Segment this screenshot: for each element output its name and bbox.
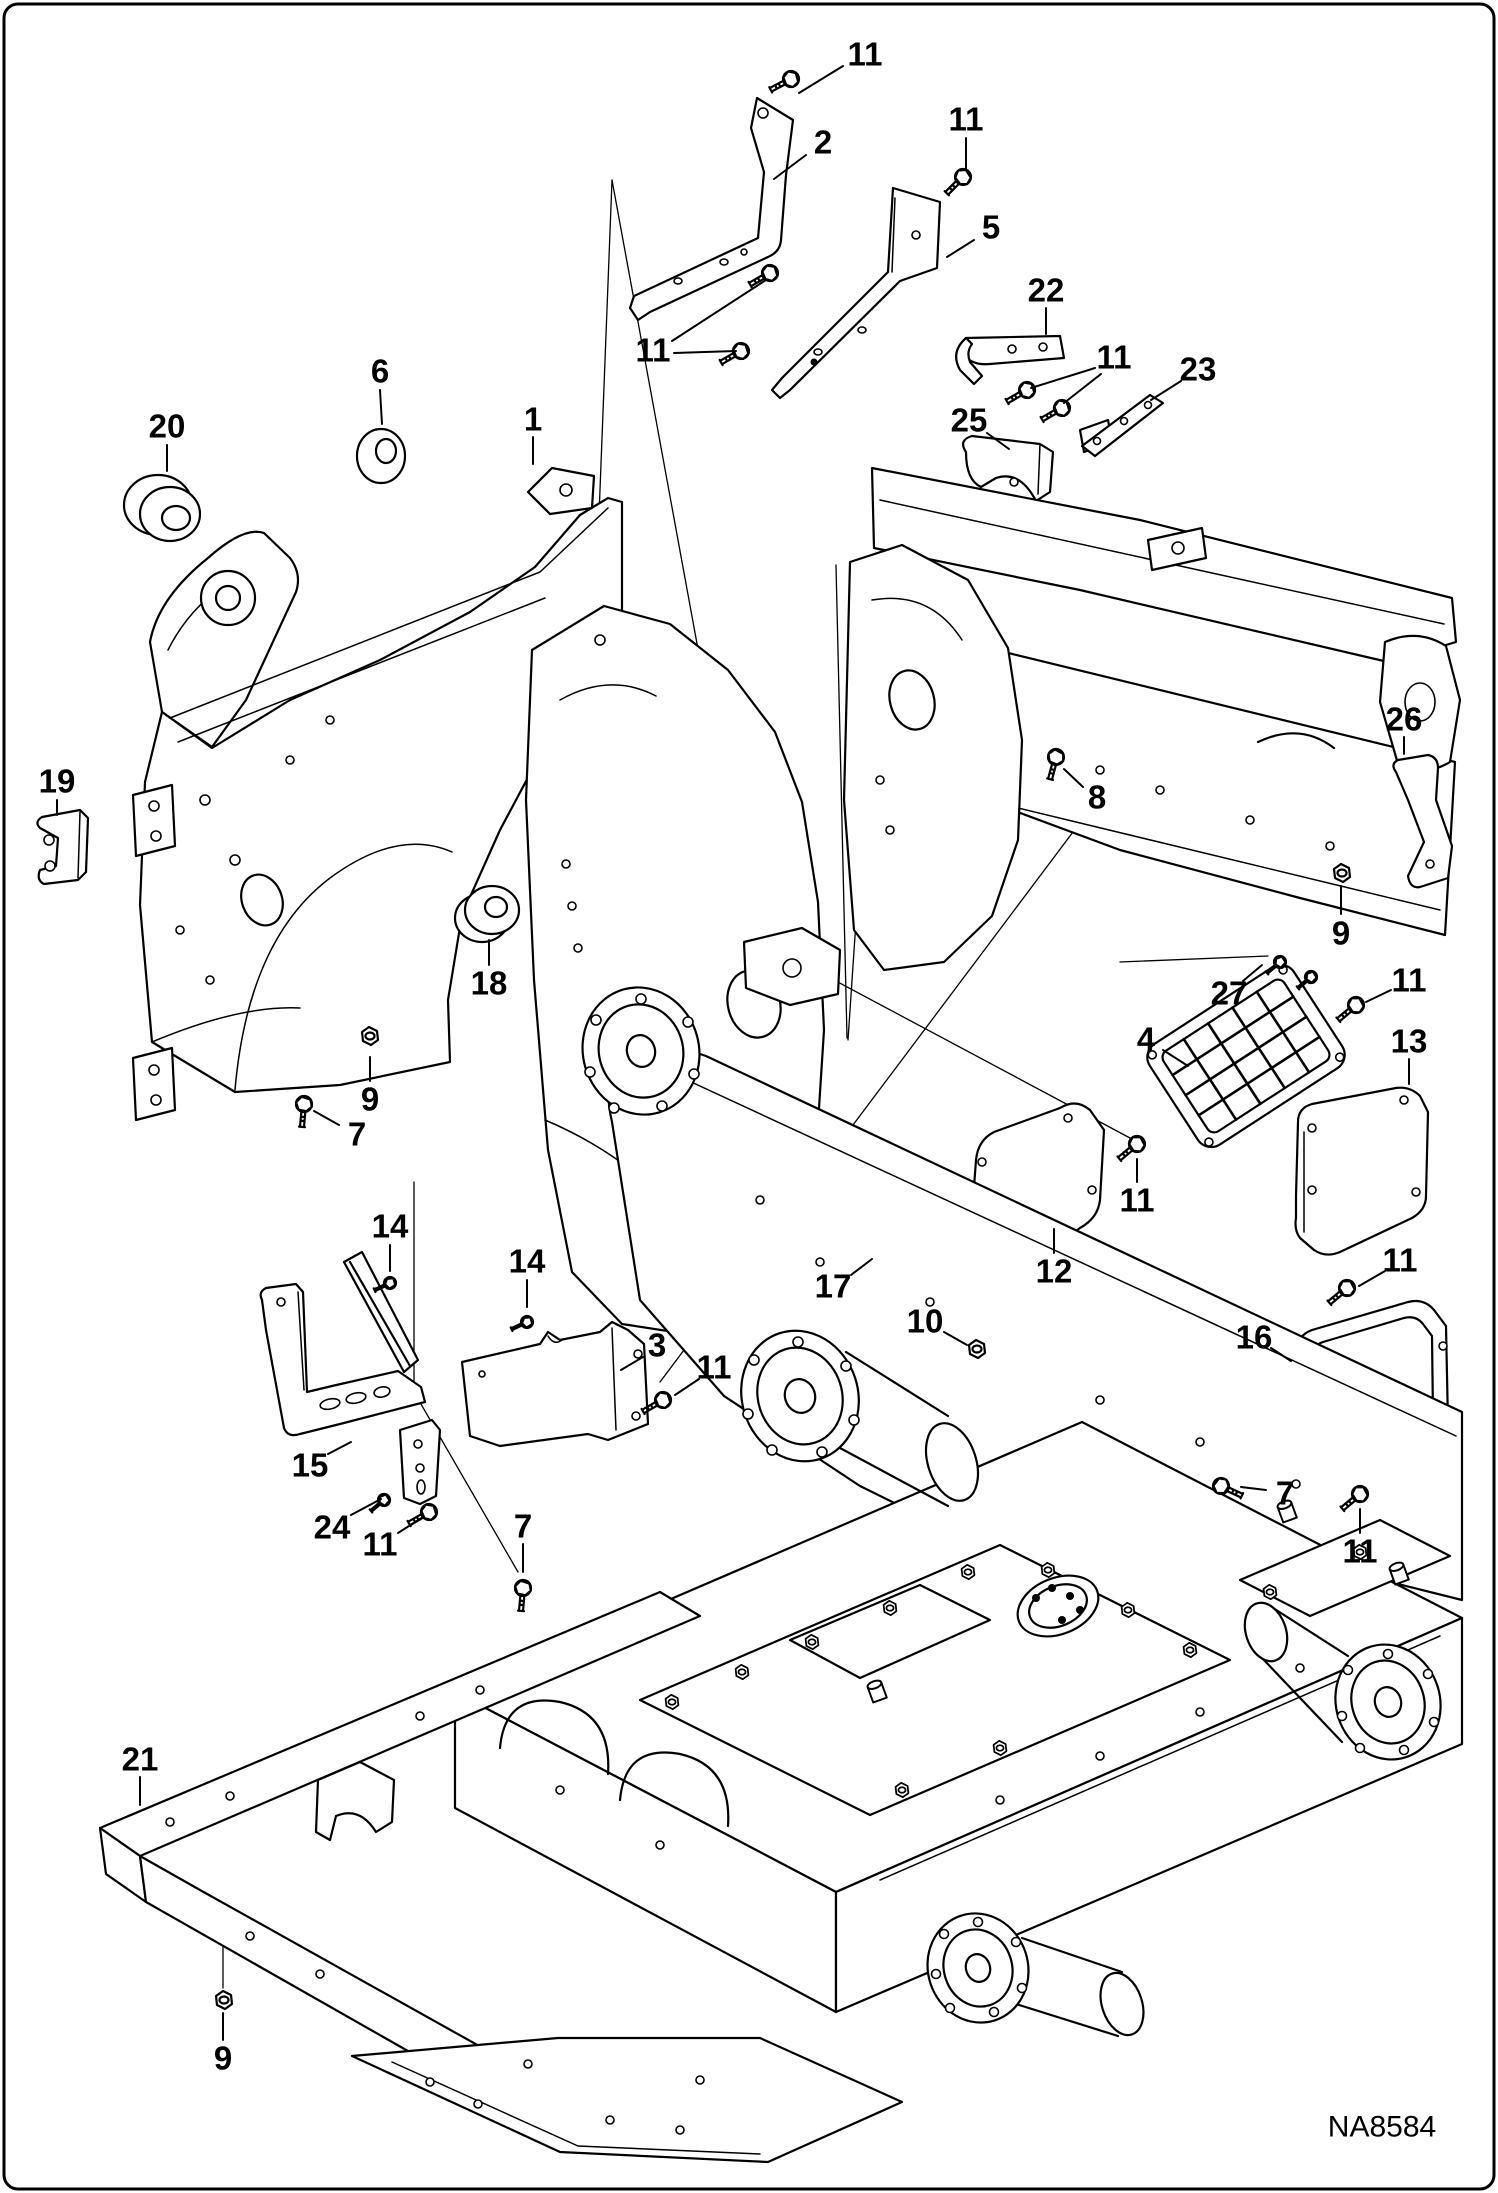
callout-11 bbox=[1366, 962, 1426, 1003]
part-2-bracket bbox=[630, 98, 793, 320]
callout-number: 22 bbox=[1027, 271, 1065, 309]
callout-number: 18 bbox=[470, 964, 508, 1002]
part-20-bushing bbox=[124, 475, 200, 541]
rear-upright-panel bbox=[844, 545, 1022, 970]
leader-line bbox=[799, 66, 843, 93]
callout-13 bbox=[1391, 1023, 1428, 1085]
callout-number: 3 bbox=[647, 1326, 667, 1364]
part-3-plate bbox=[462, 1322, 648, 1446]
callout-number: 11 bbox=[1119, 1181, 1155, 1219]
callout-14 bbox=[372, 1208, 409, 1272]
callout-11 bbox=[799, 36, 882, 94]
leader-line bbox=[1366, 990, 1391, 1002]
leader-line bbox=[328, 1442, 351, 1454]
callout-22 bbox=[1028, 272, 1065, 335]
part-13-cover bbox=[1296, 1088, 1429, 1255]
leader-line bbox=[314, 1111, 339, 1125]
callout-number: 7 bbox=[513, 1507, 533, 1545]
callout-number: 1 bbox=[523, 400, 543, 438]
callout-number: 23 bbox=[1179, 350, 1217, 388]
callout-number: 5 bbox=[981, 208, 1001, 246]
part-23-bracket bbox=[1080, 395, 1163, 456]
leader-line bbox=[380, 390, 382, 424]
callout-15 bbox=[292, 1442, 351, 1484]
callout-number: 25 bbox=[950, 401, 988, 439]
callout-number: 6 bbox=[370, 352, 390, 390]
callout-number: 12 bbox=[1035, 1252, 1073, 1290]
callout-6 bbox=[371, 353, 389, 425]
part-19-bracket bbox=[37, 810, 88, 884]
callout-5 bbox=[947, 209, 1000, 258]
callout-number: 10 bbox=[906, 1302, 944, 1340]
callout-number: 19 bbox=[38, 762, 76, 800]
undercarriage bbox=[100, 973, 1462, 2162]
callout-number: 11 bbox=[362, 1525, 398, 1563]
callout-number: 11 bbox=[1391, 961, 1427, 999]
callout-number: 4 bbox=[1136, 1020, 1156, 1058]
callout-number: 2 bbox=[813, 123, 833, 161]
callout-21 bbox=[122, 1741, 159, 1806]
callout-number: 9 bbox=[213, 2039, 233, 2077]
callout-number: 9 bbox=[360, 1080, 380, 1118]
callout-11 bbox=[1120, 1159, 1155, 1219]
leader-line bbox=[1151, 381, 1181, 400]
callout-number: 11 bbox=[696, 1348, 732, 1386]
callout-number: 14 bbox=[371, 1207, 409, 1245]
callout-number: 20 bbox=[148, 407, 186, 445]
leader-line bbox=[674, 351, 736, 353]
callout-1 bbox=[524, 401, 542, 465]
callout-number: 11 bbox=[635, 331, 671, 369]
callout-number: 11 bbox=[1342, 1532, 1378, 1570]
callout-11 bbox=[363, 1517, 423, 1563]
callout-number: 11 bbox=[1382, 1241, 1418, 1279]
figure-code: NA8584 bbox=[1327, 2110, 1437, 2144]
callout-number: 21 bbox=[121, 1740, 159, 1778]
part-6-washer bbox=[357, 429, 405, 483]
callout-7 bbox=[314, 1111, 366, 1153]
callout-number: 17 bbox=[814, 1267, 852, 1305]
callout-number: 8 bbox=[1087, 778, 1107, 816]
callout-number: 16 bbox=[1235, 1318, 1273, 1356]
leader-line bbox=[947, 240, 974, 257]
callout-number: 13 bbox=[1390, 1022, 1428, 1060]
callout-number: 11 bbox=[1096, 338, 1132, 376]
part-5-bracket bbox=[772, 188, 940, 398]
callout-11 bbox=[949, 101, 984, 171]
callout-number: 11 bbox=[847, 35, 883, 73]
leader-line bbox=[1359, 1271, 1385, 1286]
part-22-bracket bbox=[956, 336, 1064, 384]
skid-plate bbox=[352, 2038, 902, 2162]
callout-number: 26 bbox=[1385, 700, 1423, 738]
callout-14 bbox=[509, 1243, 546, 1308]
part-14-plate bbox=[344, 1252, 418, 1372]
callout-20 bbox=[149, 408, 186, 472]
part-24-hinge bbox=[400, 1420, 440, 1504]
callout-number: 7 bbox=[347, 1115, 367, 1153]
callout-number: 9 bbox=[1331, 914, 1351, 952]
callout-9 bbox=[214, 2013, 232, 2077]
leader-line bbox=[1064, 374, 1101, 403]
callout-23 bbox=[1151, 351, 1216, 401]
callout-number: 7 bbox=[1275, 1474, 1295, 1512]
callout-11 bbox=[1359, 1242, 1417, 1287]
callout-number: 14 bbox=[508, 1242, 546, 1280]
callout-number: 11 bbox=[948, 100, 984, 138]
callout-number: 15 bbox=[291, 1446, 329, 1484]
callout-18 bbox=[471, 940, 508, 1002]
callout-number: 27 bbox=[1210, 974, 1248, 1012]
artwork bbox=[37, 68, 1462, 2162]
callout-number: 24 bbox=[313, 1508, 351, 1546]
callout-19 bbox=[39, 763, 76, 816]
leader-line bbox=[675, 1379, 699, 1395]
callout-7 bbox=[514, 1508, 532, 1573]
